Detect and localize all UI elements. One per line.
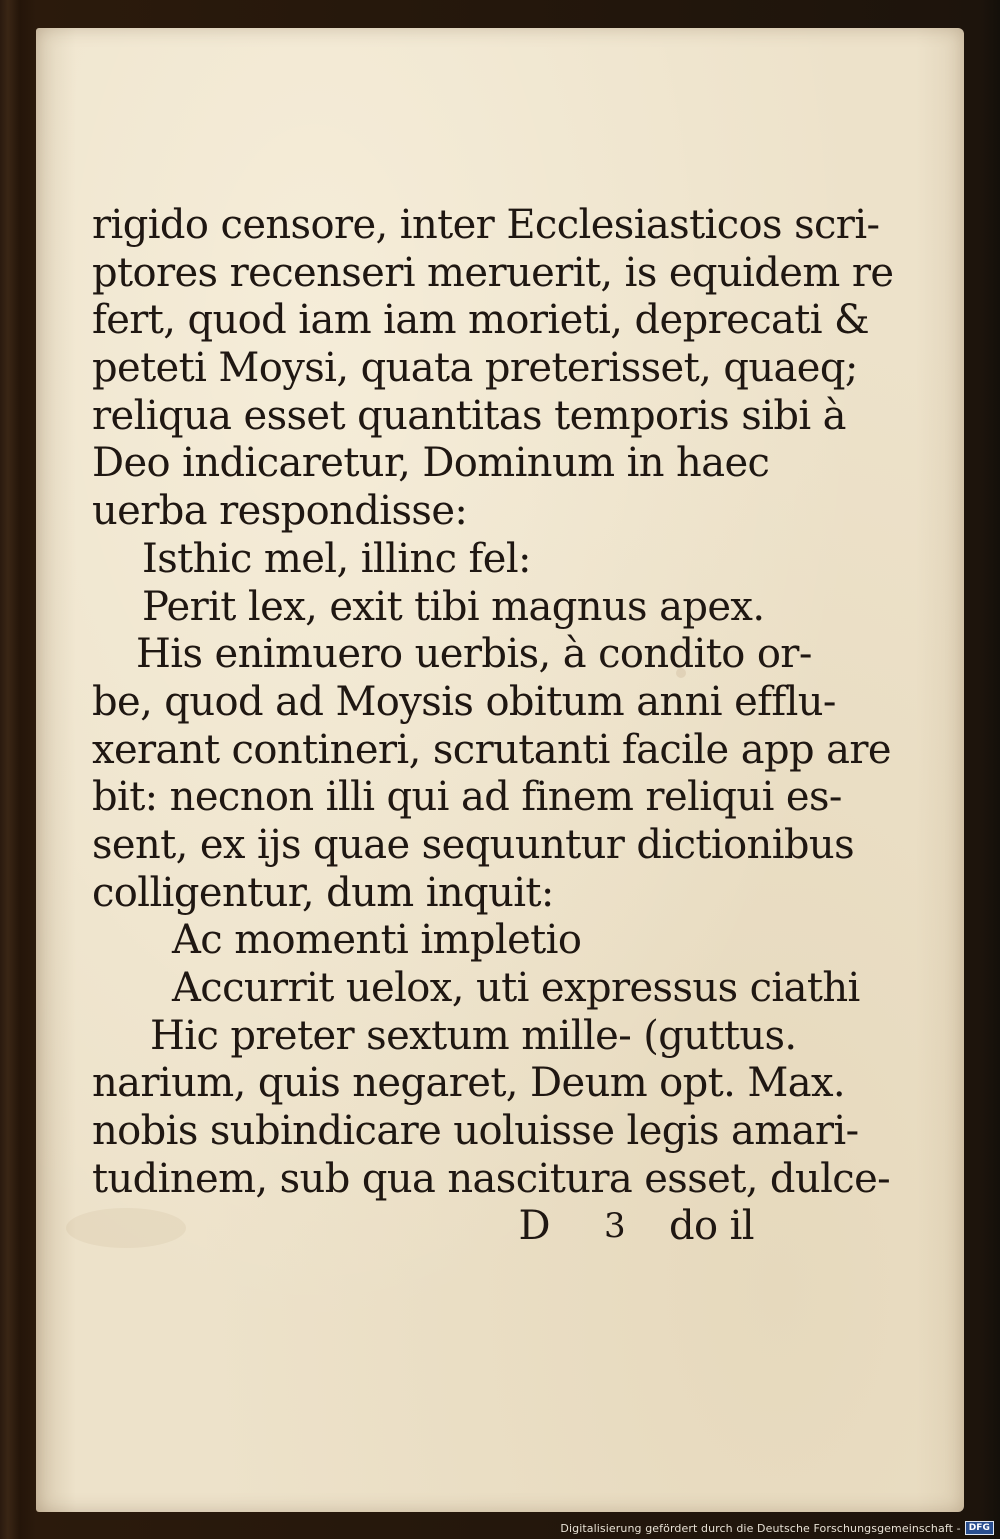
- text-line: fert, quod iam iam morieti, deprecati &: [92, 297, 870, 344]
- verse-line: Accurrit uelox, uti expressus ciathi: [172, 965, 860, 1011]
- text-line: xerant contineri, scrutanti facile app are: [92, 726, 891, 773]
- verse-line: Ac momenti impletio: [172, 917, 582, 964]
- text-line: narium, quis negaret, Deum opt. Max.: [92, 1060, 846, 1107]
- text-line: peteti Moysi, quata preterisset, quaeq;: [92, 345, 858, 392]
- text-line: ptores recenseri meruerit, is equidem re: [92, 249, 894, 296]
- text-line: be, quod ad Moysis obitum anni efflu-: [92, 678, 836, 725]
- text-line: colligentur, dum inquit:: [92, 869, 554, 916]
- signature-mark: D: [518, 1203, 550, 1250]
- page-footer: [92, 1203, 754, 1251]
- text-line: His enimuero uerbis, à condito or-: [136, 631, 812, 678]
- digitization-credit: [560, 1521, 994, 1535]
- catchword: do il: [669, 1203, 754, 1250]
- body-text: [92, 202, 894, 1251]
- verse-line: Perit lex, exit tibi magnus apex.: [142, 583, 765, 630]
- text-line: reliqua esset quantitas temporis sibi à: [92, 392, 846, 439]
- verse-line: Isthic mel, illinc fel:: [142, 535, 531, 582]
- text-line: uerba respondisse:: [92, 488, 468, 535]
- text-line: nobis subindicare uoluisse legis amari-: [92, 1108, 859, 1155]
- text-line: tudinem, sub qua nascitura esset, dulce-: [92, 1155, 891, 1202]
- dfg-logo-icon: DFG: [965, 1521, 994, 1535]
- book-page: [36, 28, 964, 1512]
- verse-line: Hic preter sextum mille- (guttus.: [150, 1012, 797, 1059]
- text-line: Deo indicaretur, Dominum in haec: [92, 440, 770, 487]
- text-line: bit: necnon illi qui ad finem reliqui es-: [92, 774, 842, 821]
- text-line: rigido censore, inter Ecclesiasticos scri-: [92, 202, 880, 248]
- credit-text: Digitalisierung gefördert durch die Deutsche Forschungsgemeinschaft -: [560, 1521, 961, 1535]
- signature-number: 3: [603, 1206, 625, 1247]
- text-line: sent, ex ijs quae sequuntur dictionibus: [92, 821, 855, 868]
